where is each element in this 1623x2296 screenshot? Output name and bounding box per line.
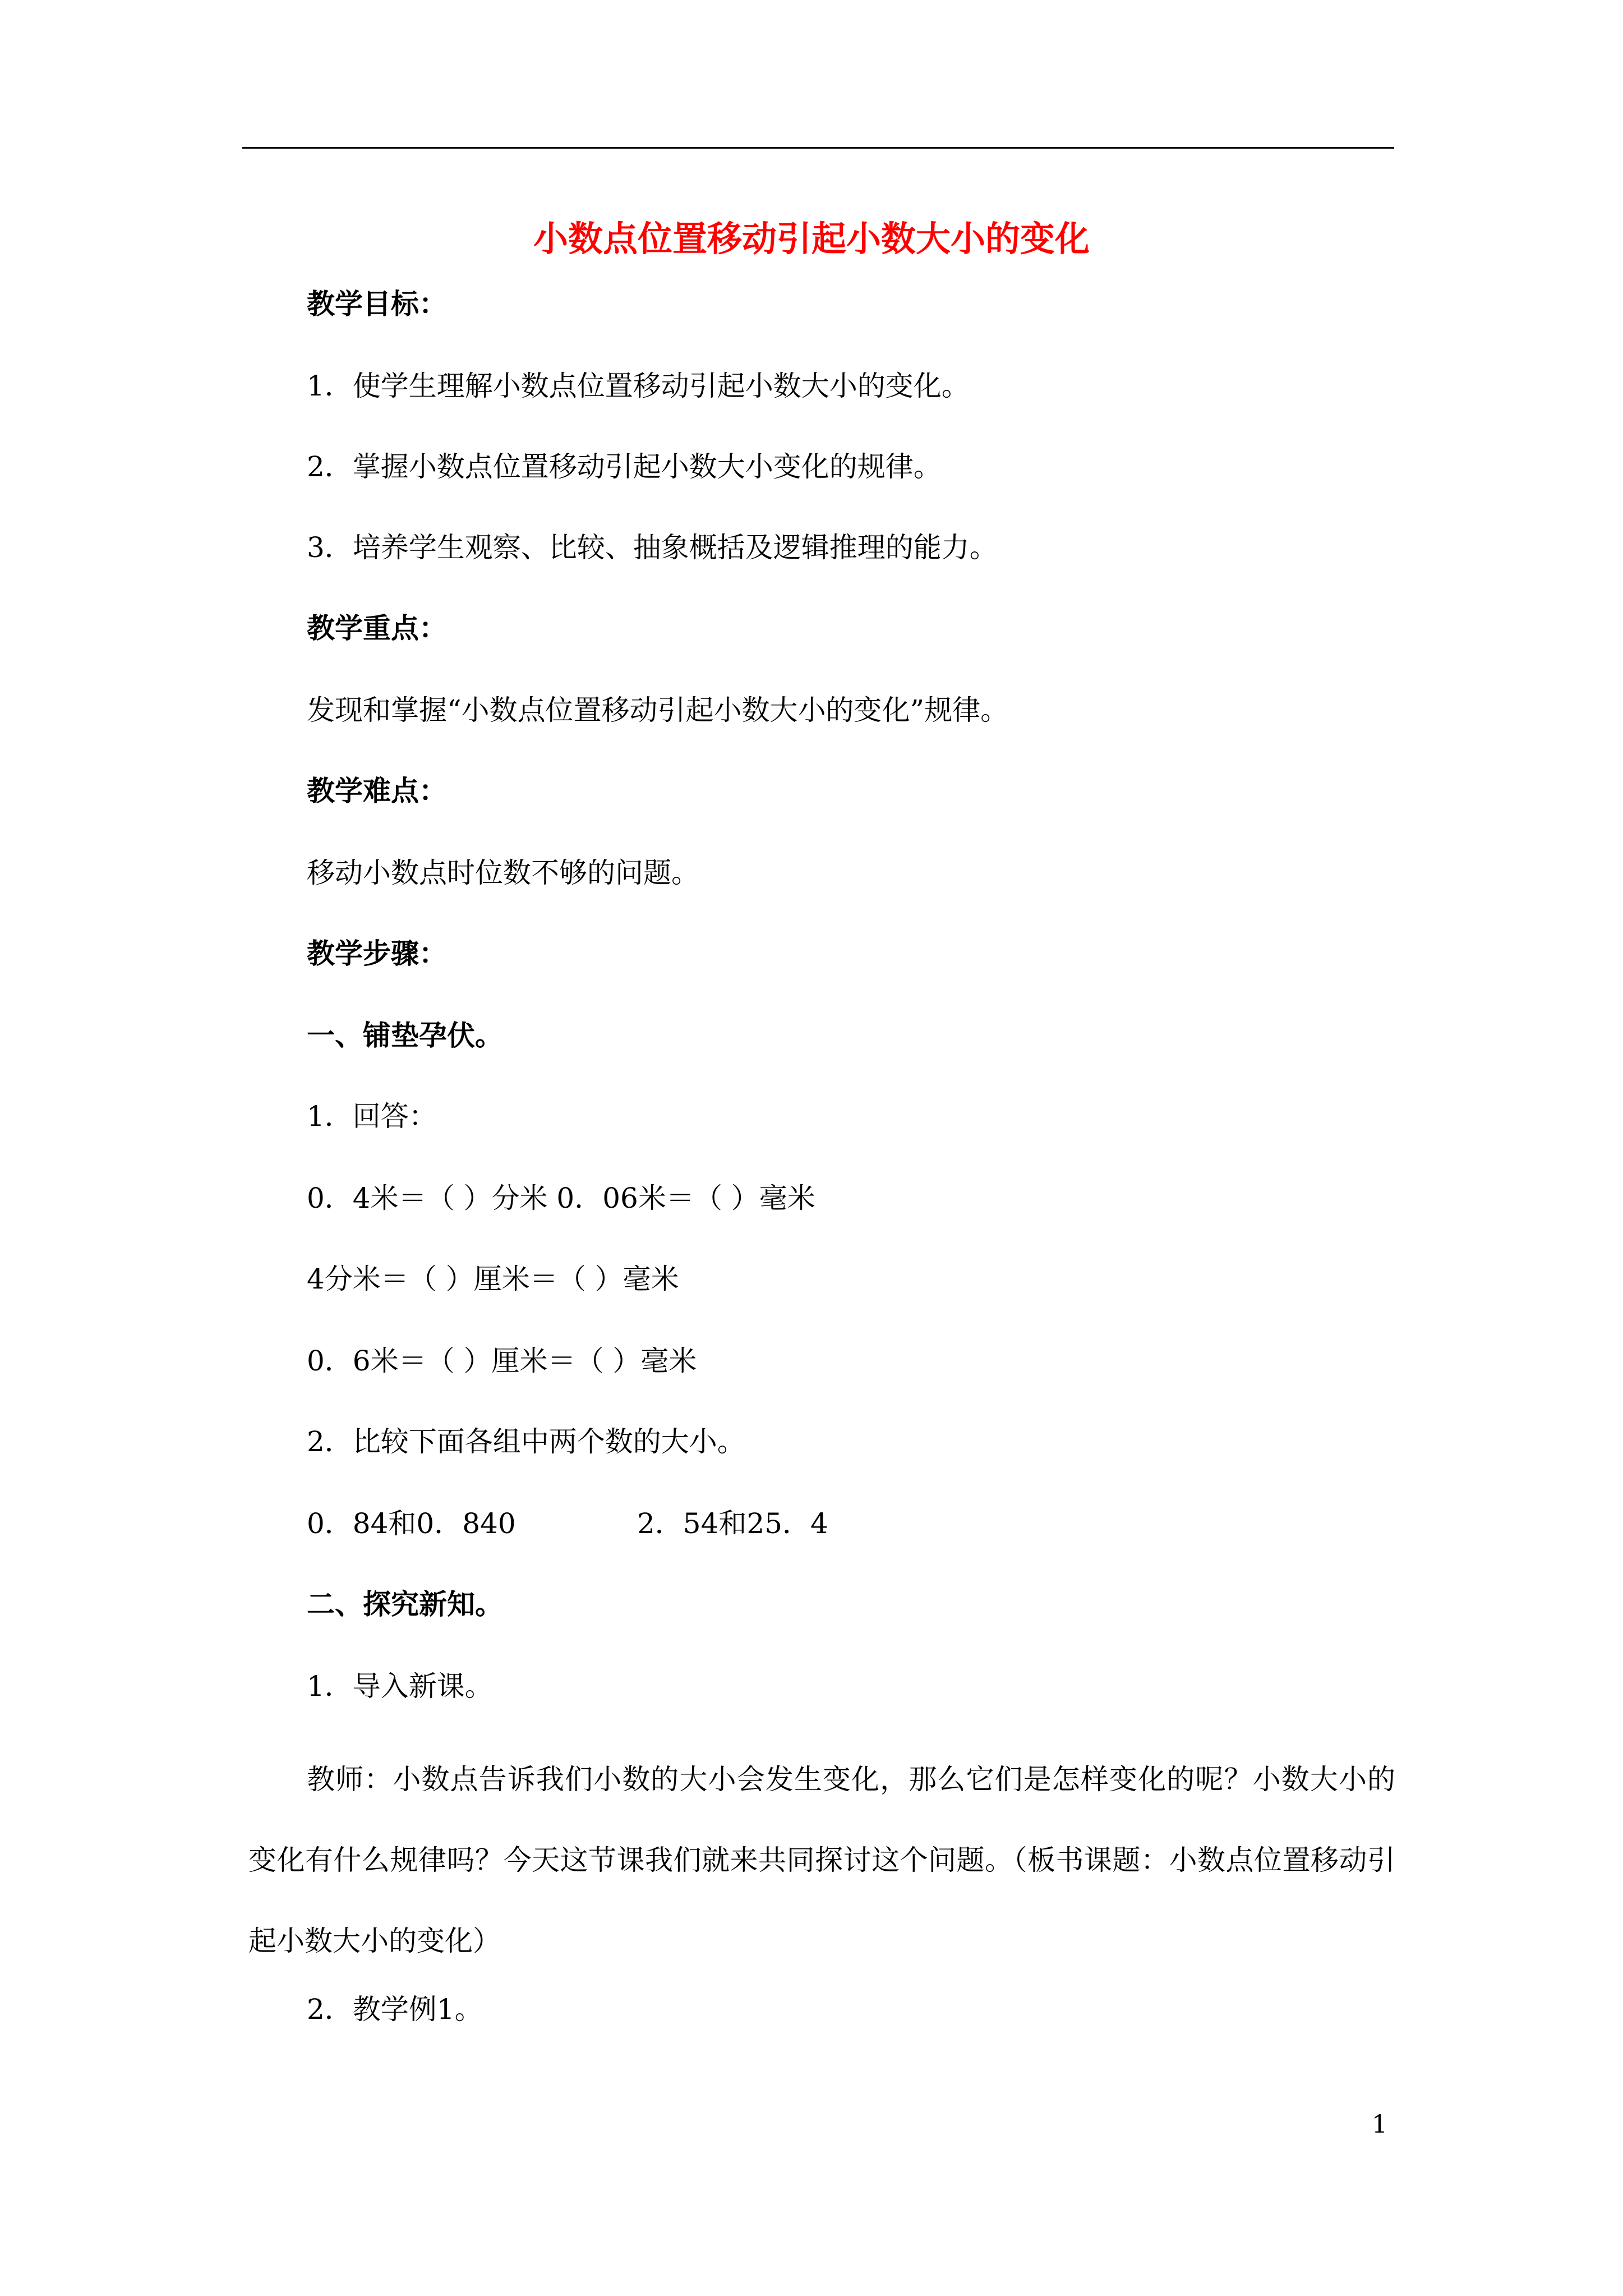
header-rule <box>242 147 1394 149</box>
objective-item: 1．使学生理解小数点位置移动引起小数大小的变化。 <box>307 370 970 402</box>
objective-item: 3．培养学生观察、比较、抽象概括及逻辑推理的能力。 <box>307 531 998 564</box>
steps-heading: 教学步骤： <box>307 937 447 970</box>
step2-item: 2．教学例1。 <box>307 1993 483 2026</box>
exercise-line: 0．6米＝（ ）厘米＝（ ）毫米 <box>307 1345 697 1377</box>
objectives-heading: 教学目标： <box>307 287 447 320</box>
teacher-paragraph: 教师：小数点告诉我们小数的大小会发生变化，那么它们是怎样变化的呢？小数大小的变化有什么规律吗？今天这节课我们就来共同探讨这个问题。（板书课题：小数点位置移动引起小数大小的变化） <box>248 1763 1395 1957</box>
difficulty-heading: 教学难点： <box>307 774 447 807</box>
page-number: 1 <box>1372 2110 1387 2139</box>
compare-pair-a: 0．84和0．840 <box>307 1507 516 1540</box>
key-point-text: 发现和掌握“小数点位置移动引起小数大小的变化”规律。 <box>307 694 1009 726</box>
step1-item: 1．回答： <box>307 1100 437 1133</box>
difficulty-text: 移动小数点时位数不够的问题。 <box>307 857 699 889</box>
step1-heading: 一、铺垫孕伏。 <box>307 1019 503 1052</box>
step1-item: 2．比较下面各组中两个数的大小。 <box>307 1425 745 1458</box>
document-title: 小数点位置移动引起小数大小的变化 <box>533 218 1090 259</box>
exercise-line: 0．4米＝（ ）分米 0．06米＝（ ）毫米 <box>307 1182 815 1214</box>
key-point-heading: 教学重点： <box>307 611 447 645</box>
step2-item: 1．导入新课。 <box>307 1670 493 1703</box>
objective-item: 2．掌握小数点位置移动引起小数大小变化的规律。 <box>307 450 942 483</box>
compare-pair-b: 2．54和25．4 <box>637 1507 828 1540</box>
step2-heading: 二、探究新知。 <box>307 1588 503 1621</box>
exercise-line: 4分米＝（ ）厘米＝（ ）毫米 <box>307 1263 679 1295</box>
